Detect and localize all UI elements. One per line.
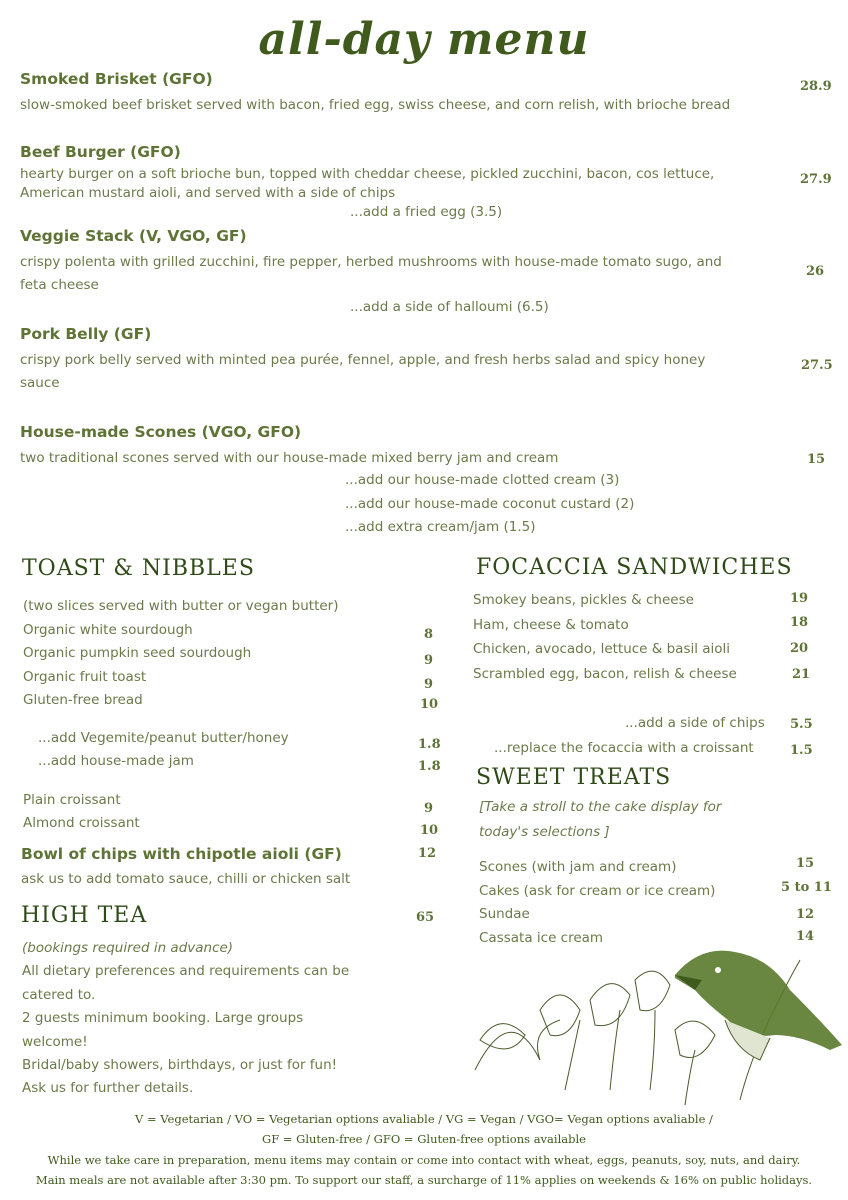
footer-allergen-note: While we take care in preparation, menu items may contain or come into contact with wheat, eggs, peanuts, soy, nuts, and dairy. xyxy=(47,1153,801,1167)
list-item: ...replace the focaccia with a croissant xyxy=(494,740,754,756)
item-addon: ...add extra cream/jam (1.5) xyxy=(345,519,536,535)
item-price: 10 xyxy=(420,823,439,838)
kookaburra-flowers-illustration xyxy=(470,940,848,1110)
item-price: 65 xyxy=(416,910,435,925)
item-price: 27.9 xyxy=(800,172,832,187)
item-addon: ...add a side of halloumi (6.5) xyxy=(350,299,549,315)
item-price: 20 xyxy=(790,641,809,656)
item-desc: crispy pork belly served with minted pea purée, fennel, apple, and fresh herbs salad and spicy honey xyxy=(20,352,706,368)
item-desc: crispy polenta with grilled zucchini, fire pepper, herbed mushrooms with house-made tomato sugo, and xyxy=(20,254,722,270)
list-item: Sundae xyxy=(479,906,530,922)
text-line: 2 guests minimum booking. Large groups xyxy=(22,1010,304,1026)
footer-legend: GF = Gluten-free / GFO = Gluten-free options available xyxy=(262,1132,586,1146)
footer-legend: V = Vegetarian / VO = Vegetarian options avaliable / VG = Vegan / VGO= Vegan options avaliable / xyxy=(135,1112,713,1126)
section-heading: TOAST & NIBBLES xyxy=(22,556,255,581)
list-item: Organic white sourdough xyxy=(23,622,193,638)
item-price: 21 xyxy=(792,667,811,682)
item-price: 9 xyxy=(424,677,434,692)
item-name: Smoked Brisket (GFO) xyxy=(20,70,213,88)
list-item: Cakes (ask for cream or ice cream) xyxy=(479,883,716,899)
item-price: 15 xyxy=(807,452,826,467)
item-desc: feta cheese xyxy=(20,277,99,293)
item-desc: ask us to add tomato sauce, chilli or chicken salt xyxy=(21,871,351,887)
text-line: welcome! xyxy=(22,1034,88,1050)
list-item: ...add Vegemite/peanut butter/honey xyxy=(38,730,289,746)
item-addon: ...add our house-made coconut custard (2) xyxy=(345,496,635,512)
item-price: 9 xyxy=(424,801,434,816)
item-price: 1.8 xyxy=(418,759,441,774)
item-price: 8 xyxy=(424,627,434,642)
item-price: 9 xyxy=(424,653,434,668)
section-heading: SWEET TREATS xyxy=(476,765,672,790)
list-item: Ham, cheese & tomato xyxy=(473,617,629,633)
section-heading: HIGH TEA xyxy=(21,903,148,928)
item-name: House-made Scones (VGO, GFO) xyxy=(20,423,302,441)
footer-surcharge-note: Main meals are not available after 3:30 pm. To support our staff, a surcharge of 11% applies on weekends & 16% on public holidays. xyxy=(35,1173,813,1187)
item-addon: ...add a fried egg (3.5) xyxy=(350,204,503,220)
item-name: Pork Belly (GF) xyxy=(20,325,152,343)
item-price: 27.5 xyxy=(801,358,833,373)
item-name: Bowl of chips with chipotle aioli (GF) xyxy=(21,845,342,863)
section-note: [Take a stroll to the cake display for xyxy=(479,799,722,815)
item-desc: American mustard aioli, and served with a side of chips xyxy=(20,185,396,201)
list-item: ...add a side of chips xyxy=(625,715,765,731)
list-item: Scrambled egg, bacon, relish & cheese xyxy=(473,666,737,682)
item-price: 14 xyxy=(796,929,815,944)
list-item: Organic pumpkin seed sourdough xyxy=(23,645,252,661)
item-desc: hearty burger on a soft brioche bun, topped with cheddar cheese, pickled zucchini, bacon, cos lettuce, xyxy=(20,166,715,182)
item-desc: sauce xyxy=(20,375,60,391)
list-item: Organic fruit toast xyxy=(23,669,147,685)
list-item: Almond croissant xyxy=(23,815,140,831)
item-price: 15 xyxy=(796,856,815,871)
item-name: Beef Burger (GFO) xyxy=(20,143,181,161)
item-price: 19 xyxy=(790,591,809,606)
section-note: (two slices served with butter or vegan butter) xyxy=(23,598,339,614)
item-price: 12 xyxy=(418,846,437,861)
item-price: 10 xyxy=(420,697,439,712)
text-line: catered to. xyxy=(22,987,96,1003)
section-note: (bookings required in advance) xyxy=(22,940,234,956)
menu-title: all-day menu xyxy=(258,14,590,65)
item-price: 12 xyxy=(796,907,815,922)
item-price: 5 to 11 xyxy=(781,880,832,895)
text-line: All dietary preferences and requirements can be xyxy=(22,963,350,979)
item-desc: slow-smoked beef brisket served with bacon, fried egg, swiss cheese, and corn relish, with brioche bread xyxy=(20,97,731,113)
item-price: 1.8 xyxy=(418,737,441,752)
item-price: 18 xyxy=(790,615,809,630)
section-heading: FOCACCIA SANDWICHES xyxy=(476,555,793,580)
item-price: 26 xyxy=(806,264,825,279)
item-addon: ...add our house-made clotted cream (3) xyxy=(345,472,620,488)
item-name: Veggie Stack (V, VGO, GF) xyxy=(20,227,247,245)
list-item: ...add house-made jam xyxy=(38,753,194,769)
item-price: 5.5 xyxy=(790,717,813,732)
item-price: 1.5 xyxy=(790,743,813,758)
list-item: Smokey beans, pickles & cheese xyxy=(473,592,694,608)
text-line: Ask us for further details. xyxy=(22,1080,194,1096)
text-line: Bridal/baby showers, birthdays, or just for fun! xyxy=(22,1057,338,1073)
list-item: Cassata ice cream xyxy=(479,930,604,946)
list-item: Gluten-free bread xyxy=(23,692,143,708)
list-item: Scones (with jam and cream) xyxy=(479,859,677,875)
item-price: 28.9 xyxy=(800,79,832,94)
list-item: Plain croissant xyxy=(23,792,121,808)
list-item: Chicken, avocado, lettuce & basil aioli xyxy=(473,641,731,657)
item-desc: two traditional scones served with our house-made mixed berry jam and cream xyxy=(20,450,559,466)
section-note: today's selections ] xyxy=(479,824,610,840)
